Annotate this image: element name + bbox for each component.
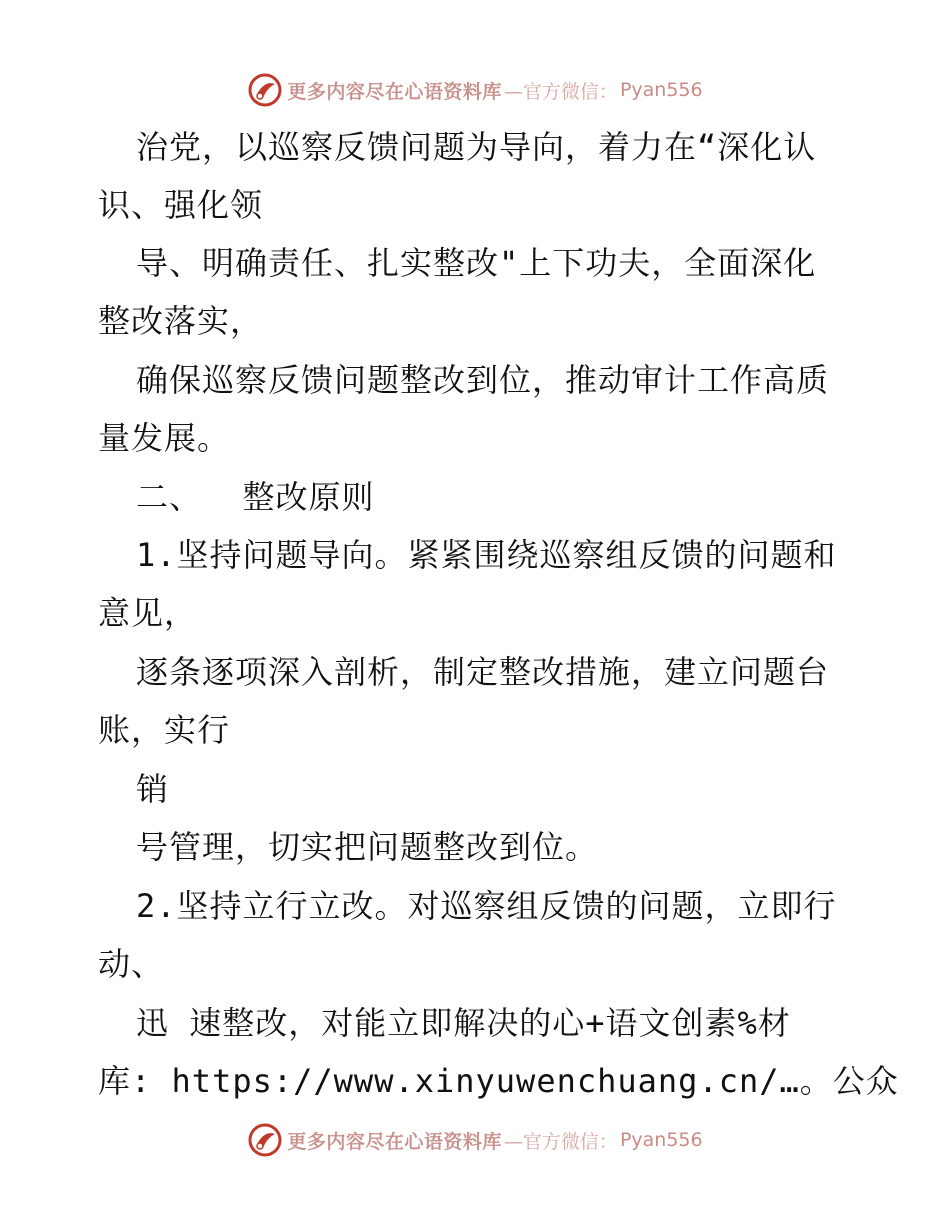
body-line: 迅 速整改，对能立即解决的心+语文创素%材 xyxy=(136,1004,791,1042)
body-line: 治党，以巡察反馈问题为导向，着力在“深化认 xyxy=(136,128,817,166)
body-line: 意见， xyxy=(98,594,198,632)
body-line: 号管理，切实把问题整改到位。 xyxy=(136,828,599,866)
body-line: 确保巡察反馈问题整改到位，推动审计工作高质 xyxy=(136,361,830,399)
footer-banner xyxy=(0,1120,950,1160)
section-heading: 二、 整改原则 xyxy=(136,478,375,516)
body-line: 1.坚持问题导向。紧紧围绕巡察组反馈的问题和 xyxy=(136,536,837,574)
body-line: 动、 xyxy=(98,945,165,983)
body-line: 整改落实， xyxy=(98,302,264,340)
body-line: 账，实行 xyxy=(98,711,231,749)
header-banner xyxy=(0,70,950,110)
banner-wechat-id: Pyan556 xyxy=(619,1129,703,1151)
banner-text: 更多内容尽在心语资料库 xyxy=(287,80,502,103)
banner-text: 更多内容尽在心语资料库 xyxy=(287,1130,502,1153)
body-line: 销 xyxy=(136,770,170,808)
logo-icon xyxy=(247,72,283,108)
body-line: 量发展。 xyxy=(98,419,231,457)
banner-wechat-id: Pyan556 xyxy=(619,79,703,101)
banner-wechat-label: —官方微信： xyxy=(503,1130,618,1153)
body-line: 识、强化领 xyxy=(98,186,264,224)
banner-wechat-label: —官方微信： xyxy=(503,80,618,103)
body-line: 导、明确责任、扎实整改"上下功夫，全面深化 xyxy=(136,244,817,282)
logo-icon xyxy=(247,1122,283,1158)
body-line: 库: https://www.xinyuwenchuang.cn/…。公众 xyxy=(98,1062,899,1100)
body-line: 2.坚持立行立改。对巡察组反馈的问题，立即行 xyxy=(136,887,837,925)
body-line: 逐条逐项深入剖析，制定整改措施，建立问题台 xyxy=(136,653,830,691)
